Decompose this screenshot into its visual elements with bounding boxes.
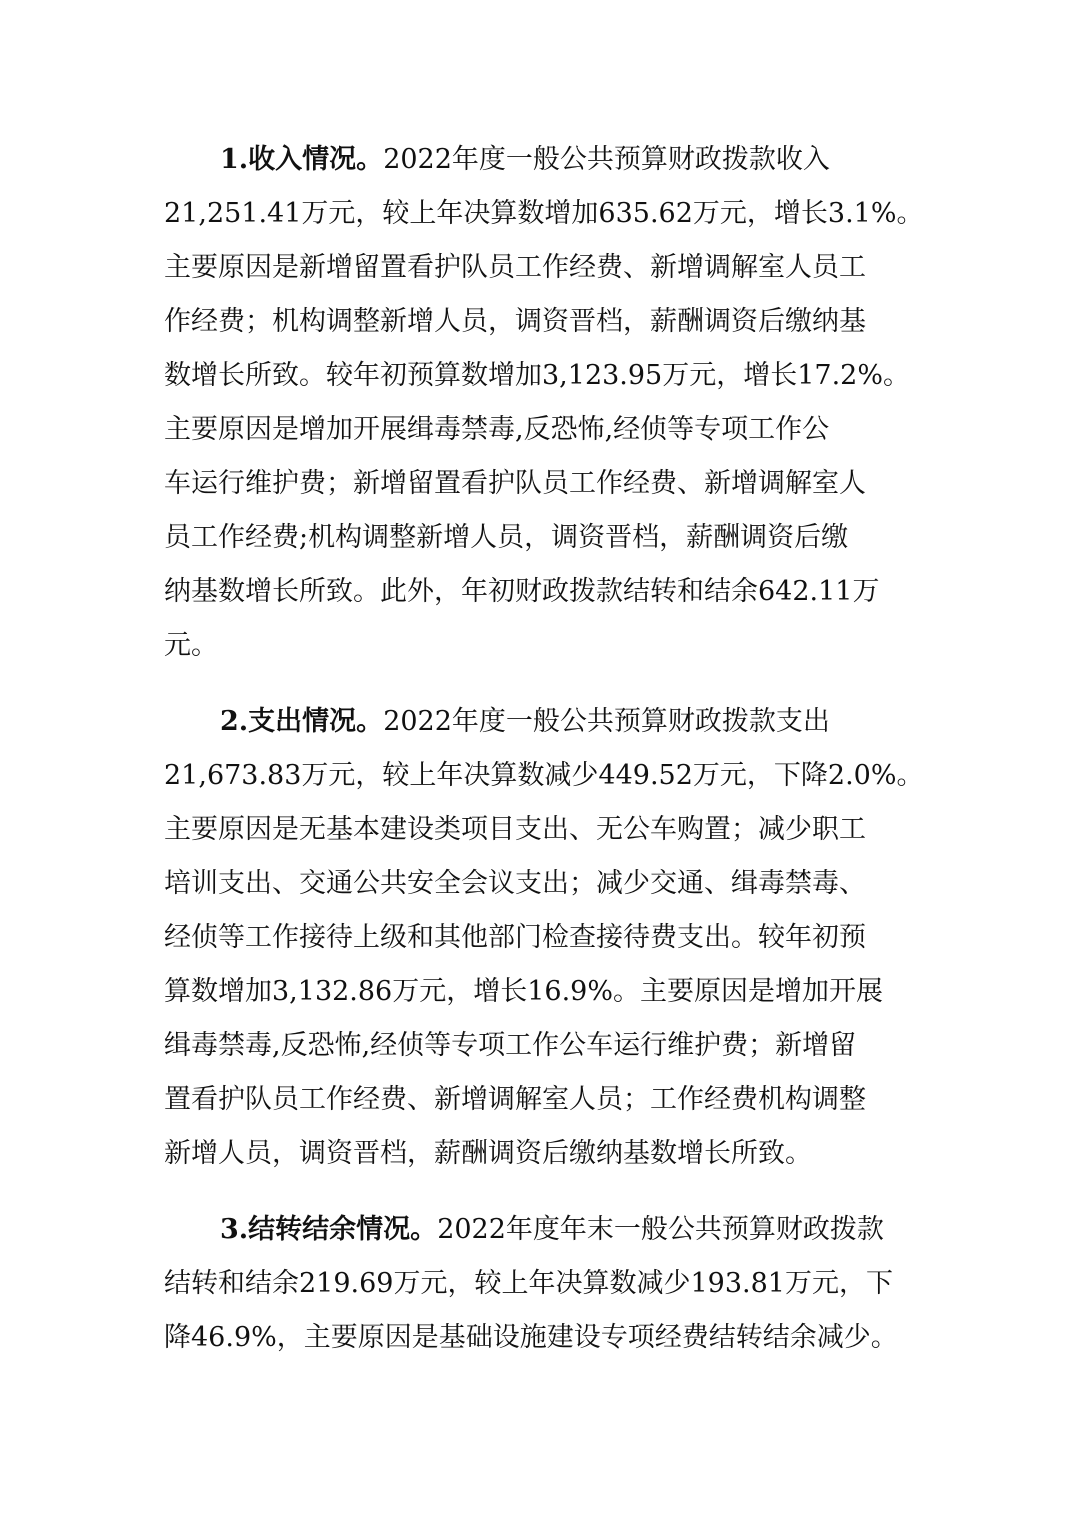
paragraph-2-line-7: 缉毒禁毒,反恐怖,经侦等专项工作公车运行维护费；新增留: [164, 1030, 857, 1061]
paragraph-1-line-2: 21,251.41万元，较上年决算数增加635.62万元，增长3.1%。: [164, 198, 924, 229]
paragraph-3-line-3: 降46.9%，主要原因是基础设施建设专项经费结转结余减少。: [164, 1322, 898, 1353]
paragraph-2-line-1: [220, 702, 920, 742]
paragraph-1-heading: 1.收入情况。: [220, 144, 384, 175]
paragraph-2-line-8: 置看护队员工作经费、新增调解室人员；工作经费机构调整: [164, 1084, 866, 1115]
paragraph-1-line-1: [220, 140, 920, 180]
paragraph-1-line-3: 主要原因是新增留置看护队员工作经费、新增调解室人员工: [164, 252, 866, 283]
paragraph-1-line-5: 数增长所致。较年初预算数增加3,123.95万元，增长17.2%。: [164, 360, 911, 391]
paragraph-2-text: 2022年度一般公共预算财政拨款支出: [383, 706, 830, 737]
paragraph-3-text: 2022年度年末一般公共预算财政拨款: [437, 1214, 884, 1245]
paragraph-2-line-2: 21,673.83万元，较上年决算数减少449.52万元，下降2.0%。: [164, 760, 924, 791]
paragraph-1-text: 2022年度一般公共预算财政拨款收入: [383, 144, 830, 175]
paragraph-3-line-1: [220, 1210, 920, 1250]
paragraph-2-line-6: 算数增加3,132.86万元，增长16.9%。主要原因是增加开展: [164, 976, 884, 1007]
paragraph-1-line-10: 元。: [164, 630, 218, 661]
paragraph-3-line-2: 结转和结余219.69万元，较上年决算数减少193.81万元，下: [164, 1268, 893, 1299]
paragraph-2-line-5: 经侦等工作接待上级和其他部门检查接待费支出。较年初预: [164, 922, 866, 953]
paragraph-1-line-4: 作经费；机构调整新增人员，调资晋档，薪酬调资后缴纳基: [164, 306, 866, 337]
paragraph-1-line-9: 纳基数增长所致。此外，年初财政拨款结转和结余642.11万: [164, 576, 880, 607]
paragraph-2-heading: 2.支出情况。: [220, 706, 384, 737]
paragraph-1-line-7: 车运行维护费；新增留置看护队员工作经费、新增调解室人: [164, 468, 866, 499]
paragraph-2-line-4: 培训支出、交通公共安全会议支出；减少交通、缉毒禁毒、: [164, 868, 866, 899]
paragraph-2-line-9: 新增人员，调资晋档，薪酬调资后缴纳基数增长所致。: [164, 1138, 812, 1169]
paragraph-3-heading: 3.结转结余情况。: [220, 1214, 438, 1245]
paragraph-1-line-8: 员工作经费;机构调整新增人员，调资晋档，薪酬调资后缴: [164, 522, 849, 553]
paragraph-2-line-3: 主要原因是无基本建设类项目支出、无公车购置；减少职工: [164, 814, 866, 845]
paragraph-1-line-6: 主要原因是增加开展缉毒禁毒,反恐怖,经侦等专项工作公: [164, 414, 830, 445]
